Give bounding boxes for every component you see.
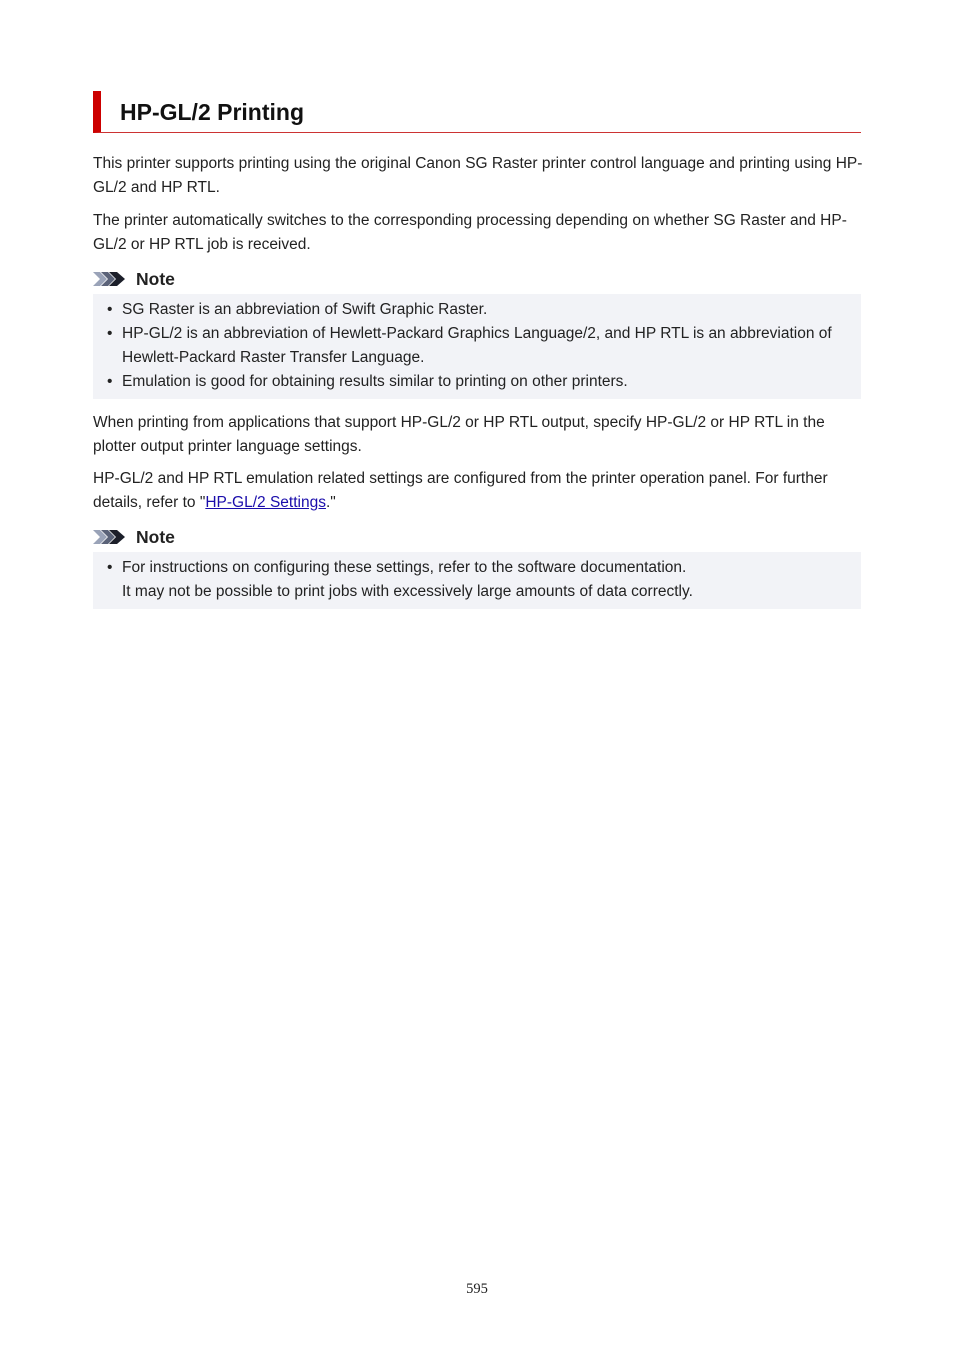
page-number: 595	[466, 1281, 488, 1297]
page-title: HP-GL/2 Printing	[120, 99, 304, 125]
note-item-text: Emulation is good for obtaining results similar to printing on other printers.	[122, 373, 628, 390]
bullet-icon: •	[107, 301, 113, 318]
body-paragraph-4	[93, 467, 863, 515]
paragraph-4-text: HP-GL/2 and HP RTL emulation related settings are configured from the printer operation panel. For further details, refer to "	[93, 470, 828, 511]
note-item-line-2: It may not be possible to print jobs with excessively large amounts of data correctly.	[122, 583, 693, 600]
page-heading	[93, 91, 861, 133]
note-item	[93, 556, 861, 604]
note-list-2	[93, 556, 861, 604]
note-arrows-icon	[93, 528, 133, 546]
note-label: Note	[136, 527, 175, 547]
note-header-2	[93, 526, 175, 548]
bullet-icon: •	[107, 559, 113, 576]
note-item-text: SG Raster is an abbreviation of Swift Graphic Raster.	[122, 301, 488, 318]
bullet-icon: •	[107, 373, 113, 390]
note-item-text: HP-GL/2 is an abbreviation of Hewlett-Packard Graphics Language/2, and HP RTL is an abbreviation of Hewlett-Packard Raster Transfer Language.	[122, 325, 832, 366]
note-list-1	[93, 298, 861, 394]
note-item	[93, 322, 861, 370]
note-box-2	[93, 552, 861, 609]
note-box-1	[93, 294, 861, 399]
intro-paragraph-1: This printer supports printing using the original Canon SG Raster printer control language and printing using HP-GL/2 and HP RTL.	[93, 155, 863, 196]
note-item	[93, 370, 861, 394]
note-arrows-icon	[93, 270, 133, 288]
intro-paragraph-2: The printer automatically switches to the corresponding processing depending on whether SG Raster and HP-GL/2 or HP RTL job is received.	[93, 212, 847, 253]
hp-gl2-settings-link[interactable]: HP-GL/2 Settings	[205, 494, 326, 511]
body-paragraph-3: When printing from applications that support HP-GL/2 or HP RTL output, specify HP-GL/2 or HP RTL in the plotter output printer language settings.	[93, 414, 825, 455]
bullet-icon: •	[107, 325, 113, 342]
note-item-line-1: For instructions on configuring these settings, refer to the software documentation.	[122, 559, 687, 576]
note-item	[93, 298, 861, 322]
note-header-1	[93, 268, 175, 290]
paragraph-4-text-end: ."	[325, 494, 336, 511]
note-label: Note	[136, 269, 175, 289]
